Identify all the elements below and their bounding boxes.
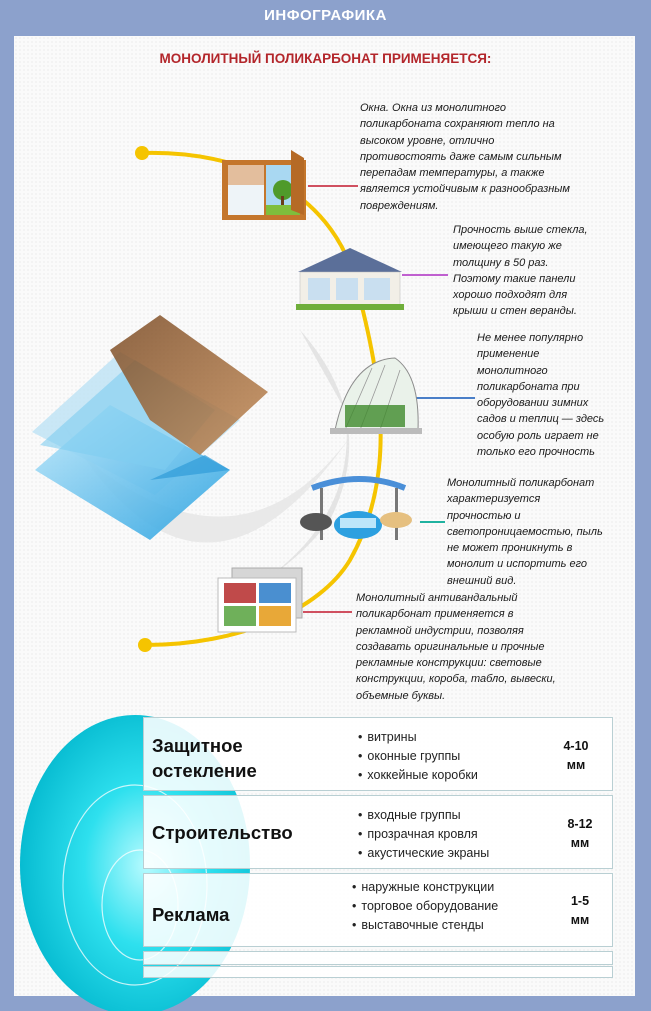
desc-canopy-line: светопроницаемостью, пыль — [447, 525, 603, 538]
desc-greenhouse-line: монолитного — [477, 364, 548, 377]
desc-windows-line: повреждениям. — [360, 199, 439, 212]
desc-windows-line: высоком уровне, отлично — [360, 134, 495, 147]
header-title: ИНФОГРАФИКА — [264, 7, 387, 24]
list-item: • хоккейные коробки — [358, 766, 478, 785]
curve-start-dot — [135, 146, 149, 160]
category-row-empty — [143, 951, 613, 965]
category-name-advertising — [152, 902, 229, 927]
desc-greenhouse-line: особую роль играет не — [477, 429, 599, 442]
desc-advertising-line: объемные буквы. — [356, 689, 446, 702]
desc-canopy-line: внешний вид. — [447, 574, 517, 587]
category-name-construction — [152, 820, 293, 845]
category-items-advertising — [352, 878, 498, 935]
category-name-line: Реклама — [152, 904, 230, 925]
veranda-image — [296, 248, 404, 310]
category-name-glazing — [152, 733, 257, 783]
desc-canopy-line: характеризуется — [447, 493, 541, 506]
desc-greenhouse-line: только его прочность — [477, 446, 595, 459]
desc-canopy-line: монолит и испортить его — [447, 558, 588, 571]
desc-canopy-line: Монолитный поликарбонат — [447, 477, 595, 489]
thickness-value: 4-10 — [563, 739, 589, 753]
desc-advertising-line: Монолитный антивандальный — [356, 592, 518, 604]
desc-canopy-line: прочностью и — [447, 509, 521, 522]
list-item: • наружные конструкции — [352, 878, 498, 897]
desc-greenhouse-line: поликарбоната при — [477, 380, 580, 393]
category-items-construction — [358, 806, 489, 863]
desc-greenhouse-line: садов и теплиц — здесь — [477, 413, 605, 426]
desc-veranda-line: Прочность выше стекла, — [453, 224, 588, 236]
desc-advertising — [356, 590, 556, 704]
desc-veranda-line: крыши и стен веранды. — [453, 305, 577, 318]
thickness-glazing — [556, 737, 596, 775]
thickness-value: 1-5 — [570, 894, 590, 908]
desc-windows-line: перепадам температуры, а также — [360, 167, 545, 180]
list-item: • выставочные стенды — [352, 916, 498, 935]
category-name-line: Строительство — [152, 822, 293, 843]
desc-veranda-line: хорошо подходят для — [453, 289, 568, 302]
desc-windows-line: является устойчивым к разнообразным — [360, 183, 570, 196]
window-image — [222, 150, 306, 220]
main-title: МОНОЛИТНЫЙ ПОЛИКАРБОНАТ ПРИМЕНЯЕТСЯ: — [159, 51, 492, 66]
thickness-value: 8-12 — [567, 817, 593, 831]
category-row-empty — [143, 966, 613, 978]
thickness-unit: мм — [570, 836, 590, 850]
category-name-line: остекление — [152, 760, 257, 781]
desc-greenhouse-line: оборудовании зимних — [477, 397, 589, 410]
desc-veranda-line: толщину в 50 раз. — [453, 256, 549, 269]
desc-canopy-line: не может проникнуть в — [447, 542, 573, 555]
desc-advertising-line: создавать оригинальные и прочные — [356, 640, 545, 653]
category-name-line: Защитное — [152, 735, 243, 756]
advertising-image — [218, 568, 302, 632]
list-item: • витрины — [358, 728, 478, 747]
list-item: • оконные группы — [358, 747, 478, 766]
desc-advertising-line: конструкции, короба, табло, вывески, — [356, 673, 556, 686]
desc-canopy — [447, 475, 603, 589]
polycarbonate-sheets-image — [32, 315, 268, 540]
desc-advertising-line: рекламной индустрии, позволяя — [356, 624, 524, 637]
desc-windows-line: поликарбоната сохраняют тепло на — [360, 118, 555, 131]
desc-veranda-line: Поэтому такие панели — [453, 272, 576, 285]
desc-windows-line: Окна. Окна из монолитного — [360, 102, 506, 114]
category-items-glazing — [358, 728, 478, 785]
desc-windows — [360, 100, 570, 214]
curve-end-dot — [138, 638, 152, 652]
list-item: • прозрачная кровля — [358, 825, 489, 844]
desc-greenhouse-line: Не менее популярно — [477, 332, 584, 344]
desc-greenhouse-line: применение — [477, 348, 540, 361]
desc-greenhouse — [477, 330, 604, 460]
list-item: • акустические экраны — [358, 844, 489, 863]
thickness-unit: мм — [570, 913, 590, 927]
thickness-unit: мм — [566, 758, 586, 772]
greenhouse-image — [330, 358, 422, 434]
list-item: • торговое оборудование — [352, 897, 498, 916]
carport-image — [300, 479, 412, 540]
desc-veranda — [453, 222, 588, 320]
desc-windows-line: противостоять даже самым сильным — [360, 150, 562, 163]
thickness-construction — [560, 815, 600, 853]
desc-advertising-line: рекламные конструкции: световые — [356, 657, 542, 670]
desc-veranda-line: имеющего такую же — [453, 240, 562, 253]
desc-advertising-line: поликарбонат применяется в — [356, 608, 514, 621]
list-item: • входные группы — [358, 806, 489, 825]
thickness-advertising — [560, 892, 600, 930]
